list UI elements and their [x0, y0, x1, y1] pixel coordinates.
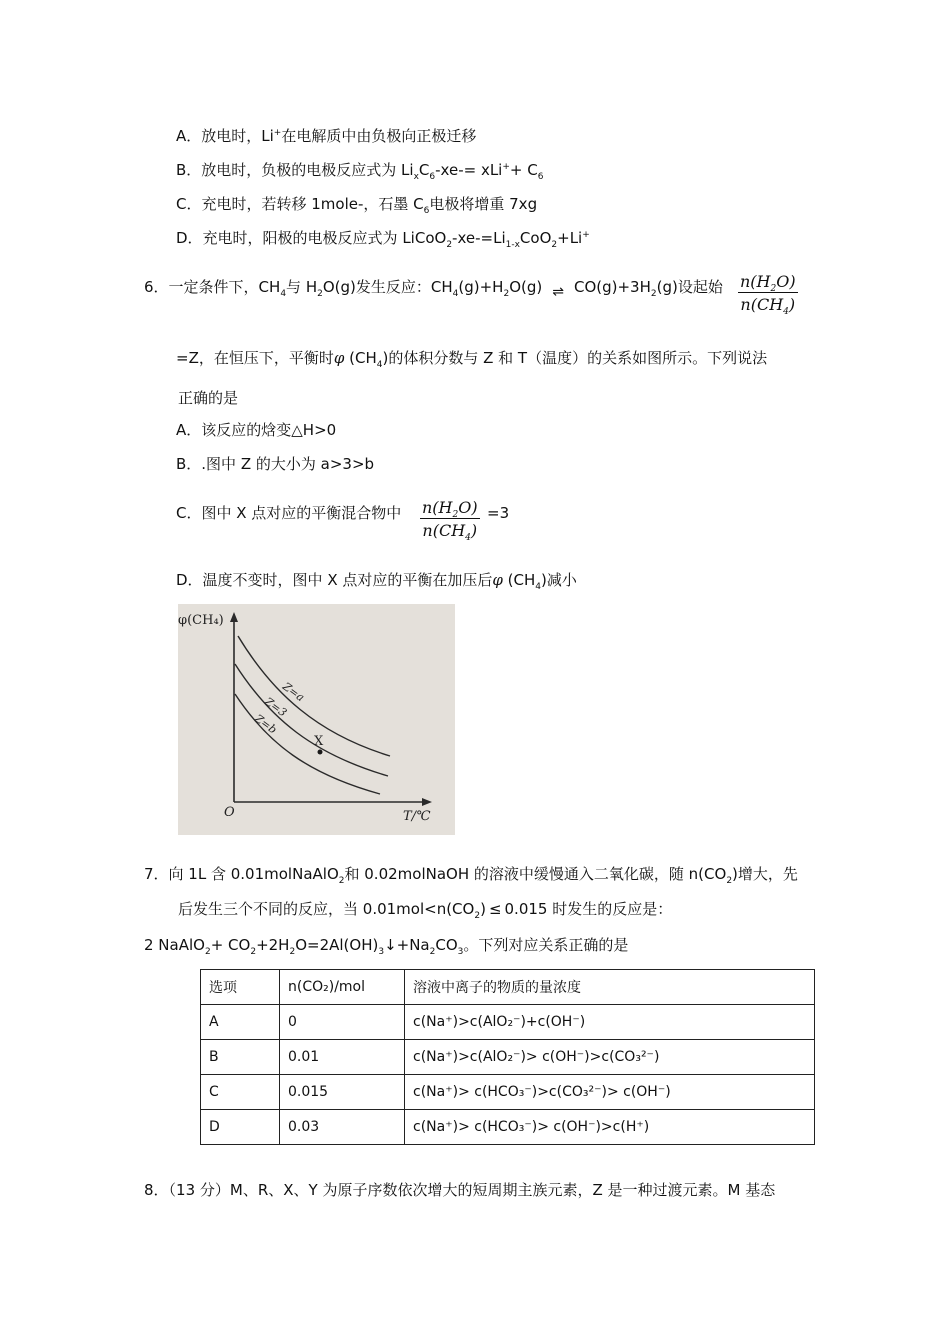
q6-option-a: A．该反应的焓变△H>0: [176, 421, 337, 439]
y-axis-label: φ(CH₄): [178, 613, 224, 628]
table-header-cell: n(CO₂)/mol: [280, 970, 405, 1005]
q5-option-a: A．放电时，Li+在电解质中由负极向正极迁移: [176, 127, 477, 145]
x-axis-label: T/℃: [403, 809, 431, 824]
table-cell: c(Na⁺)>c(AlO₂⁻)+c(OH⁻): [405, 1005, 815, 1040]
table-header-row: [201, 970, 815, 1005]
curve-label-z-a: Z=a: [280, 679, 307, 705]
table-row: [201, 1075, 815, 1110]
equilibrium-arrow: ⇌: [552, 284, 564, 300]
q6-stem-line1: 6．一定条件下，$CH_4$与 $H_2O(g)$发生反应：$CH_4(g)+H_2O(g)$ ⇌ $CO(g)+3H_2(g)$设起始: [144, 278, 723, 300]
q7-stem-line1: 7．向 1L 含 0.01molNaAlO$_2$和 0.02molNaOH 的溶液中缓慢通入二氧化碳，随 $n(CO_2)$增大，先: [144, 865, 798, 886]
q6-stem-line3: 正确的是: [178, 389, 239, 407]
q6-stem-line2: =Z，在恒压下，平衡时φ $(CH_4)$的体积分数与 Z 和 T（温度）的关系如图所示。下列说法: [176, 349, 768, 370]
q7-stem-line2: 后发生三个不同的反应，当 $0.01mol<n(CO_2) \le 0.015$ 时发生的反应是：: [178, 900, 673, 921]
curve-label-z-b: Z=b: [252, 711, 280, 737]
point-x-label: X: [314, 734, 324, 749]
ratio-fraction-1: $\frac{n(H_2O)}{n(CH_4)}$: [740, 272, 796, 318]
graph-drawing: [178, 604, 455, 835]
table-cell: C: [201, 1075, 280, 1110]
q6-option-c-value: =3: [487, 504, 510, 522]
q5-option-b: B．放电时，负极的电极反应式为 $Li_xC_6-xe-= xLi^++ C_6$: [176, 161, 544, 182]
table-cell: 0.015: [280, 1075, 405, 1110]
table-cell: D: [201, 1110, 280, 1145]
table-cell: A: [201, 1005, 280, 1040]
table-cell: c(Na⁺)> c(HCO₃⁻)>c(CO₃²⁻)> c(OH⁻): [405, 1075, 815, 1110]
q6-option-b: B．.图中 Z 的大小为 a>3>b: [176, 455, 375, 473]
phi-vs-temperature-graph: [178, 604, 455, 835]
q8-stem-line1: 8．（13 分）M、R、X、Y 为原子序数依次增大的短周期主族元素，Z 是一种过渡元素。M 基态: [144, 1181, 776, 1199]
q7-reaction-equation: 2 NaAlO$_2$+ $CO_2+2H_2O=2Al(OH)_3↓+Na_2CO_3$。下列对应关系正确的是: [144, 936, 629, 957]
table-row: [201, 1110, 815, 1145]
table-row: [201, 1005, 815, 1040]
table-cell: 0: [280, 1005, 405, 1040]
q5-option-d: D．充电时，阳极的电极反应式为 $LiCoO_2-xe-=Li_{1-x}CoO_2+Li^+$: [176, 229, 590, 250]
table-header-cell: 选项: [201, 970, 280, 1005]
table-cell: 0.01: [280, 1040, 405, 1075]
origin-label: O: [224, 805, 235, 820]
table-cell: 0.03: [280, 1110, 405, 1145]
q6-option-c: C．图中 X 点对应的平衡混合物中: [176, 504, 402, 522]
table-cell: c(Na⁺)> c(HCO₃⁻)> c(OH⁻)>c(H⁺): [405, 1110, 815, 1145]
table-cell: B: [201, 1040, 280, 1075]
point-x: [318, 750, 323, 755]
table-row: [201, 1040, 815, 1075]
q7-options-table: [200, 969, 815, 1145]
curve-label-z-3: Z=3: [262, 694, 290, 720]
ratio-fraction-2: $\frac{n(H_2O)}{n(CH_4)}$: [422, 498, 478, 544]
table-header-cell: 溶液中离子的物质的量浓度: [405, 970, 815, 1005]
q6-option-d: D．温度不变时，图中 X 点对应的平衡在加压后φ $(CH_4)$减小: [176, 571, 577, 592]
table-cell: c(Na⁺)>c(AlO₂⁻)> c(OH⁻)>c(CO₃²⁻): [405, 1040, 815, 1075]
q5-option-c: C．充电时，若转移 1mole-，石墨 $C_6$电极将增重 7xg: [176, 195, 538, 216]
